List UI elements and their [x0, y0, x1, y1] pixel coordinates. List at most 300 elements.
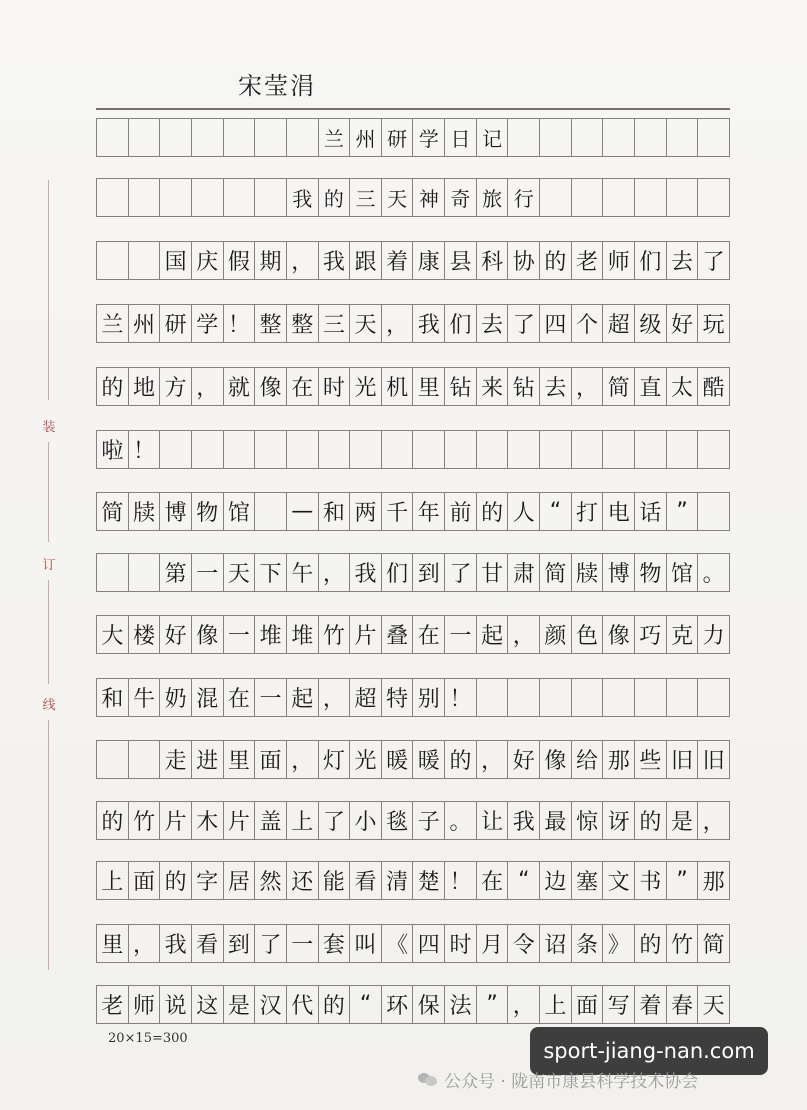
grid-cell [508, 119, 540, 156]
grid-cell [698, 493, 730, 530]
grid-row [96, 492, 730, 531]
grid-cell [224, 431, 256, 468]
grid-cell: 上 [97, 862, 129, 899]
grid-cell [97, 554, 129, 591]
grid-cell: 我 [413, 305, 445, 342]
grid-cell: 日 [445, 119, 477, 156]
grid-cell [477, 679, 509, 716]
grid-cell [255, 431, 287, 468]
grid-cell [255, 119, 287, 156]
grid-cell: 馆 [224, 493, 256, 530]
grid-cell: 前 [445, 493, 477, 530]
grid-cell: 保 [413, 986, 445, 1023]
grid-cell: 春 [667, 986, 699, 1023]
grid-cell: 老 [572, 242, 604, 279]
grid-cell [382, 431, 414, 468]
grid-cell [540, 679, 572, 716]
grid-cell: 肃 [508, 554, 540, 591]
grid-cell: 三 [350, 179, 382, 216]
grid-row [96, 430, 730, 469]
grid-cell: 像 [603, 616, 635, 653]
grid-cell: 牍 [129, 493, 161, 530]
grid-cell: 个 [572, 305, 604, 342]
grid-cell: 走 [160, 741, 192, 778]
grid-cell: 老 [97, 986, 129, 1023]
grid-cell: 字 [192, 862, 224, 899]
grid-cell: 堆 [287, 616, 319, 653]
grid-cell: 的 [635, 802, 667, 839]
grid-cell: ， [319, 679, 351, 716]
grid-cell: 盖 [255, 802, 287, 839]
grid-cell: ， [698, 802, 730, 839]
grid-cell: 的 [319, 986, 351, 1023]
grid-cell: 太 [667, 368, 699, 405]
grid-cell: 了 [255, 925, 287, 962]
grid-cell: ！ [445, 862, 477, 899]
grid-cell: 了 [445, 554, 477, 591]
grid-cell: 和 [319, 493, 351, 530]
grid-cell: 天 [224, 554, 256, 591]
grid-cell: 兰 [97, 305, 129, 342]
grid-cell: ， [572, 368, 604, 405]
grid-cell [350, 431, 382, 468]
grid-row [96, 924, 730, 963]
grid-cell: 我 [508, 802, 540, 839]
grid-cell: 电 [603, 493, 635, 530]
grid-row [96, 985, 730, 1024]
grid-cell: 钻 [508, 368, 540, 405]
grid-cell: 看 [350, 862, 382, 899]
grid-cell [97, 179, 129, 216]
grid-cell [129, 242, 161, 279]
grid-cell: 超 [350, 679, 382, 716]
grid-cell [572, 431, 604, 468]
grid-cell: 奇 [445, 179, 477, 216]
grid-cell: 说 [160, 986, 192, 1023]
grid-cell: 简 [540, 554, 572, 591]
grid-cell: 简 [97, 493, 129, 530]
grid-cell: 假 [224, 242, 256, 279]
grid-cell [667, 431, 699, 468]
grid-cell: 协 [508, 242, 540, 279]
grid-cell: 啦 [97, 431, 129, 468]
grid-row [96, 241, 730, 280]
grid-cell: 国 [160, 242, 192, 279]
watermark-account: 公众号 · 陇南市康县科学技术协会 [444, 1071, 699, 1092]
grid-cell: 庆 [192, 242, 224, 279]
grid-cell [477, 431, 509, 468]
grid-row [96, 304, 730, 343]
grid-cell: 一 [255, 679, 287, 716]
grid-cell: 像 [540, 741, 572, 778]
grid-cell [635, 119, 667, 156]
grid-cell: 馆 [667, 554, 699, 591]
grid-cell [572, 119, 604, 156]
grid-cell: 的 [445, 741, 477, 778]
grid-cell: 些 [635, 741, 667, 778]
grid-size-label: 20×15=300 [108, 1031, 188, 1046]
grid-cell: 跟 [350, 242, 382, 279]
grid-cell [572, 679, 604, 716]
grid-cell: 好 [160, 616, 192, 653]
grid-cell: 玩 [698, 305, 730, 342]
grid-cell: 简 [698, 925, 730, 962]
grid-cell: 居 [224, 862, 256, 899]
grid-cell: 一 [224, 616, 256, 653]
grid-cell: 上 [287, 802, 319, 839]
grid-cell: 来 [477, 368, 509, 405]
grid-cell: 我 [319, 242, 351, 279]
grid-cell [540, 431, 572, 468]
grid-cell [603, 179, 635, 216]
grid-cell: 清 [382, 862, 414, 899]
grid-cell: 那 [698, 862, 730, 899]
grid-cell: 法 [445, 986, 477, 1023]
grid-cell: 大 [97, 616, 129, 653]
grid-cell: 一 [192, 554, 224, 591]
grid-cell: 里 [413, 368, 445, 405]
grid-cell: 小 [350, 802, 382, 839]
grid-cell: 进 [192, 741, 224, 778]
grid-cell: ！ [445, 679, 477, 716]
grid-cell: 竹 [667, 925, 699, 962]
grid-cell [192, 179, 224, 216]
grid-cell [603, 679, 635, 716]
author-name: 宋莹涓 [238, 72, 316, 100]
grid-cell [97, 242, 129, 279]
grid-cell: 天 [350, 305, 382, 342]
grid-cell: 让 [477, 802, 509, 839]
grid-cell: 一 [445, 616, 477, 653]
binding-rule-mid2 [48, 580, 49, 684]
grid-cell: 套 [319, 925, 351, 962]
grid-row [96, 615, 730, 654]
grid-row [96, 740, 730, 779]
grid-cell [192, 119, 224, 156]
binding-rule-mid1 [48, 442, 49, 542]
binding-char-2: 订 [42, 558, 56, 573]
grid-cell: 午 [287, 554, 319, 591]
wechat-icon [418, 1071, 438, 1087]
grid-cell: 师 [603, 242, 635, 279]
grid-cell: 研 [382, 119, 414, 156]
grid-cell: 里 [224, 741, 256, 778]
grid-cell: 给 [572, 741, 604, 778]
grid-cell: 片 [224, 802, 256, 839]
grid-cell [540, 179, 572, 216]
grid-cell: 在 [287, 368, 319, 405]
grid-cell: 巧 [635, 616, 667, 653]
grid-row [96, 861, 730, 900]
grid-cell: 博 [603, 554, 635, 591]
grid-cell: 我 [350, 554, 382, 591]
grid-cell: 三 [319, 305, 351, 342]
grid-cell: “ [508, 862, 540, 899]
grid-cell: 县 [445, 242, 477, 279]
grid-cell: 》 [603, 925, 635, 962]
grid-row [96, 801, 730, 840]
grid-cell [224, 179, 256, 216]
grid-cell: 的 [635, 925, 667, 962]
grid-cell [192, 431, 224, 468]
grid-cell: ， [287, 242, 319, 279]
grid-cell: 然 [255, 862, 287, 899]
grid-cell: 博 [160, 493, 192, 530]
grid-cell: 的 [540, 242, 572, 279]
grid-cell: 是 [667, 802, 699, 839]
grid-cell [635, 179, 667, 216]
grid-cell: 的 [97, 802, 129, 839]
grid-cell: 克 [667, 616, 699, 653]
grid-cell: 边 [540, 862, 572, 899]
grid-cell: 学 [413, 119, 445, 156]
grid-row [96, 553, 730, 592]
grid-cell [319, 431, 351, 468]
grid-row [96, 178, 730, 217]
grid-cell: 叫 [350, 925, 382, 962]
grid-cell: 暖 [382, 741, 414, 778]
grid-cell: 到 [413, 554, 445, 591]
grid-cell: 酷 [698, 368, 730, 405]
watermark-line [418, 1068, 698, 1090]
header-rule [96, 108, 730, 110]
grid-cell: 旧 [698, 741, 730, 778]
grid-cell: 讶 [603, 802, 635, 839]
grid-cell: 甘 [477, 554, 509, 591]
grid-cell: 机 [382, 368, 414, 405]
grid-cell: 最 [540, 802, 572, 839]
grid-cell: 和 [97, 679, 129, 716]
grid-row [96, 118, 730, 157]
grid-cell: 楼 [129, 616, 161, 653]
grid-cell: 颜 [540, 616, 572, 653]
grid-cell [698, 679, 730, 716]
grid-cell: 条 [572, 925, 604, 962]
grid-cell: 就 [224, 368, 256, 405]
grid-cell [287, 119, 319, 156]
grid-cell: 别 [413, 679, 445, 716]
grid-cell [413, 431, 445, 468]
grid-cell [160, 431, 192, 468]
grid-cell [698, 431, 730, 468]
grid-cell [97, 741, 129, 778]
grid-cell: 下 [255, 554, 287, 591]
grid-cell: 我 [287, 179, 319, 216]
grid-cell: ， [382, 305, 414, 342]
grid-cell: 一 [287, 925, 319, 962]
binding-char-3: 线 [42, 698, 56, 713]
binding-rule-top [48, 180, 49, 400]
grid-cell [255, 179, 287, 216]
grid-cell: 人 [508, 493, 540, 530]
grid-cell: 片 [350, 616, 382, 653]
grid-cell: 州 [129, 305, 161, 342]
grid-cell [698, 179, 730, 216]
grid-cell: ！ [224, 305, 256, 342]
grid-cell: 环 [382, 986, 414, 1023]
grid-cell: 那 [603, 741, 635, 778]
grid-cell: 暖 [413, 741, 445, 778]
grid-cell: — [287, 493, 319, 530]
grid-cell: 。 [698, 554, 730, 591]
grid-cell: 神 [413, 179, 445, 216]
grid-cell [224, 119, 256, 156]
grid-cell: 光 [350, 741, 382, 778]
grid-cell [508, 431, 540, 468]
grid-cell [635, 431, 667, 468]
grid-cell: 记 [477, 119, 509, 156]
grid-cell: 们 [382, 554, 414, 591]
grid-cell: 看 [192, 925, 224, 962]
grid-cell: 整 [255, 305, 287, 342]
grid-cell: 行 [508, 179, 540, 216]
grid-row [96, 367, 730, 406]
grid-cell: 们 [445, 305, 477, 342]
grid-cell: 叠 [382, 616, 414, 653]
grid-cell: 期 [255, 242, 287, 279]
grid-cell: 牛 [129, 679, 161, 716]
grid-cell: 混 [192, 679, 224, 716]
grid-cell: 书 [635, 862, 667, 899]
grid-cell: 堆 [255, 616, 287, 653]
grid-cell: 旅 [477, 179, 509, 216]
grid-cell: ， [508, 986, 540, 1023]
grid-cell: 能 [319, 862, 351, 899]
grid-cell [603, 431, 635, 468]
grid-cell: “ [350, 986, 382, 1023]
grid-cell: 的 [160, 862, 192, 899]
grid-cell: 们 [635, 242, 667, 279]
grid-cell: 光 [350, 368, 382, 405]
grid-cell: 着 [635, 986, 667, 1023]
grid-cell: ， [192, 368, 224, 405]
grid-cell: 片 [160, 802, 192, 839]
grid-cell: 千 [382, 493, 414, 530]
grid-cell: 我 [160, 925, 192, 962]
grid-cell: 旧 [667, 741, 699, 778]
grid-cell: 学 [192, 305, 224, 342]
grid-cell: 去 [477, 305, 509, 342]
grid-cell [129, 119, 161, 156]
grid-cell: 上 [540, 986, 572, 1023]
grid-cell: 色 [572, 616, 604, 653]
grid-cell: 像 [192, 616, 224, 653]
grid-cell [255, 493, 287, 530]
grid-cell: 牍 [572, 554, 604, 591]
grid-cell: 竹 [129, 802, 161, 839]
grid-cell: 在 [477, 862, 509, 899]
grid-cell: 州 [350, 119, 382, 156]
grid-cell [667, 179, 699, 216]
grid-cell: ” [477, 986, 509, 1023]
grid-cell: ， [287, 741, 319, 778]
grid-cell: 第 [160, 554, 192, 591]
grid-cell: ！ [129, 431, 161, 468]
grid-cell: 力 [698, 616, 730, 653]
grid-cell: 简 [603, 368, 635, 405]
grid-cell: 整 [287, 305, 319, 342]
grid-cell: 面 [129, 862, 161, 899]
grid-cell: 毯 [382, 802, 414, 839]
grid-cell [129, 179, 161, 216]
grid-cell: 竹 [319, 616, 351, 653]
grid-cell: 在 [413, 616, 445, 653]
grid-cell: 起 [477, 616, 509, 653]
grid-cell: 时 [445, 925, 477, 962]
grid-cell: 打 [572, 493, 604, 530]
grid-cell [667, 119, 699, 156]
grid-cell [129, 554, 161, 591]
grid-cell [540, 119, 572, 156]
grid-cell: ” [667, 862, 699, 899]
grid-cell [698, 119, 730, 156]
grid-cell: 研 [160, 305, 192, 342]
grid-cell [287, 431, 319, 468]
grid-cell [97, 119, 129, 156]
grid-cell: ” [667, 493, 699, 530]
grid-cell: 汉 [255, 986, 287, 1023]
grid-cell: 了 [698, 242, 730, 279]
grid-cell [160, 119, 192, 156]
grid-cell [635, 679, 667, 716]
grid-cell: 楚 [413, 862, 445, 899]
grid-cell: 到 [224, 925, 256, 962]
grid-cell: 科 [477, 242, 509, 279]
grid-cell: 里 [97, 925, 129, 962]
grid-cell: 这 [192, 986, 224, 1023]
grid-cell: 康 [413, 242, 445, 279]
grid-cell: 诏 [540, 925, 572, 962]
grid-cell: 直 [635, 368, 667, 405]
grid-cell: 《 [382, 925, 414, 962]
grid-cell: 去 [540, 368, 572, 405]
grid-cell: 奶 [160, 679, 192, 716]
binding-char-1: 装 [42, 420, 56, 435]
grid-cell: 特 [382, 679, 414, 716]
grid-cell [572, 179, 604, 216]
grid-cell: 在 [224, 679, 256, 716]
grid-cell: 面 [572, 986, 604, 1023]
grid-cell: 方 [160, 368, 192, 405]
grid-cell: 木 [192, 802, 224, 839]
grid-cell: 好 [667, 305, 699, 342]
grid-cell: 月 [477, 925, 509, 962]
grid-cell: 了 [319, 802, 351, 839]
grid-cell: 话 [635, 493, 667, 530]
grid-cell: 塞 [572, 862, 604, 899]
grid-cell [603, 119, 635, 156]
grid-cell: 物 [635, 554, 667, 591]
grid-cell: ， [477, 741, 509, 778]
grid-cell: 写 [603, 986, 635, 1023]
grid-cell: ， [508, 616, 540, 653]
grid-cell: 起 [287, 679, 319, 716]
grid-cell: 。 [445, 802, 477, 839]
grid-cell: 物 [192, 493, 224, 530]
grid-cell [160, 179, 192, 216]
grid-cell [667, 679, 699, 716]
binding-rule-bottom [48, 720, 49, 970]
grid-cell: 时 [319, 368, 351, 405]
grid-cell: 惊 [572, 802, 604, 839]
grid-cell: 代 [287, 986, 319, 1023]
grid-cell: 钻 [445, 368, 477, 405]
grid-cell: 四 [540, 305, 572, 342]
grid-cell: 子 [413, 802, 445, 839]
grid-cell: 级 [635, 305, 667, 342]
grid-cell: ， [319, 554, 351, 591]
grid-cell: 天 [382, 179, 414, 216]
